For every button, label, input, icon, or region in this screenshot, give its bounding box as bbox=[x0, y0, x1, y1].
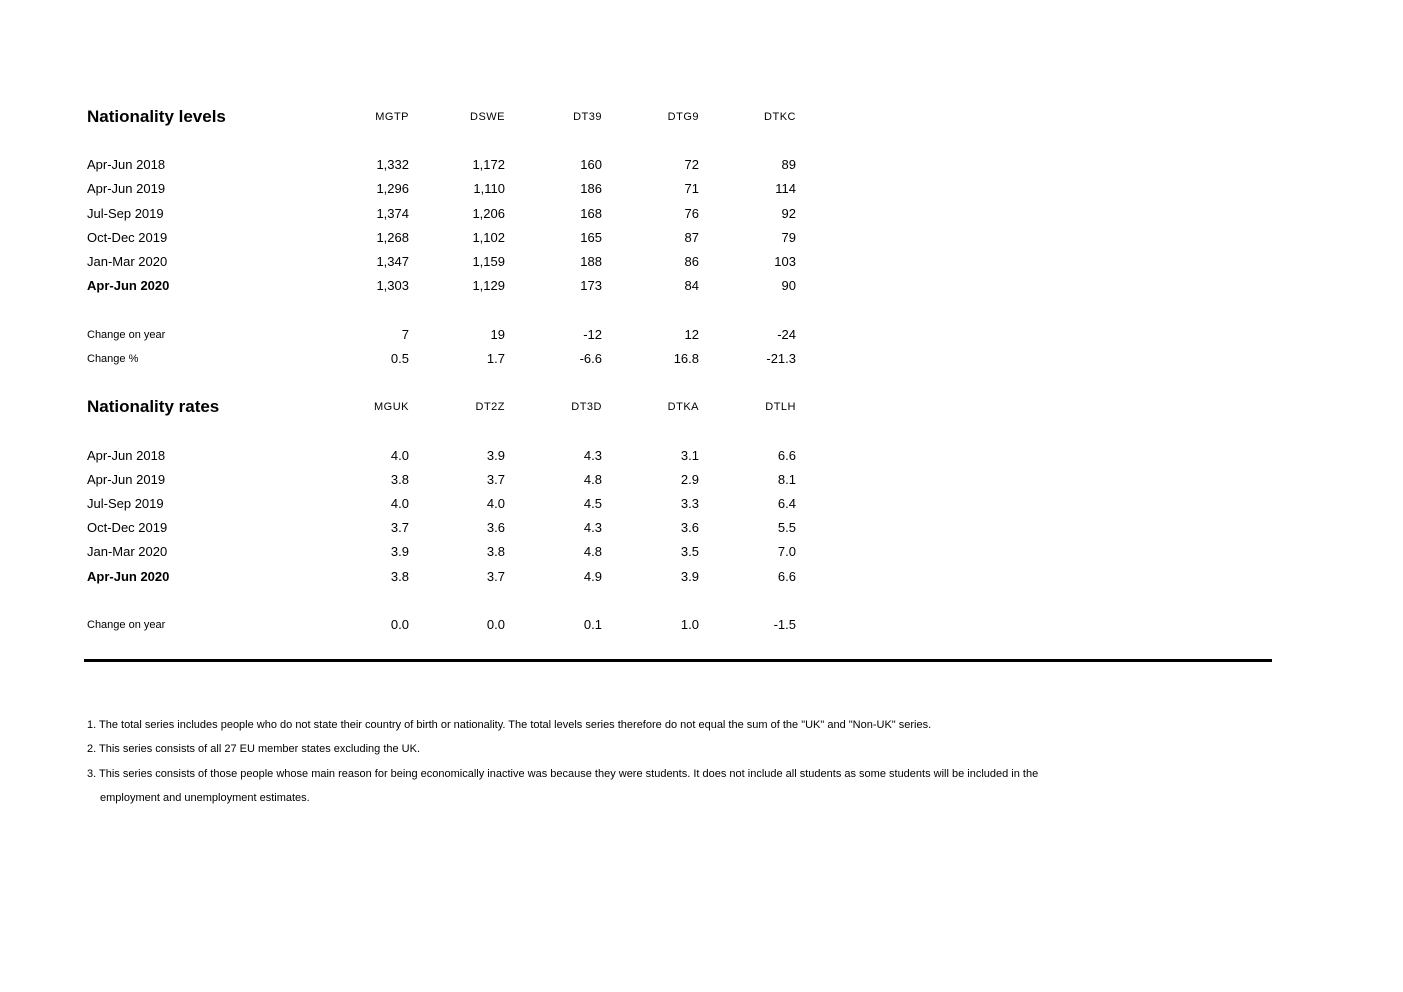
series-code: DT2Z bbox=[475, 401, 505, 413]
table-cell: 3.8 bbox=[390, 472, 409, 487]
series-code: DT39 bbox=[573, 111, 602, 123]
footnote-1: 1. The total series includes people who do not state their country of birth or nationality. The total levels series therefore do not equal the sum of the "UK" and "Non-UK" series. bbox=[87, 719, 932, 731]
table-cell: 173 bbox=[580, 278, 602, 293]
rates-header-row bbox=[87, 397, 807, 417]
table-cell: 1,129 bbox=[472, 278, 505, 293]
table-cell: 3.9 bbox=[390, 544, 409, 559]
table-cell: 0.0 bbox=[390, 617, 409, 632]
table-cell: 3.1 bbox=[680, 448, 699, 463]
series-code: DTKC bbox=[764, 111, 796, 123]
table-cell: 4.3 bbox=[583, 520, 602, 535]
table-cell: 4.8 bbox=[583, 544, 602, 559]
series-code: DSWE bbox=[470, 111, 505, 123]
table-cell: -1.5 bbox=[773, 617, 796, 632]
table-cell: 0.0 bbox=[486, 617, 505, 632]
table-cell: 7.0 bbox=[777, 544, 796, 559]
footnote-3-continued: employment and unemployment estimates. bbox=[100, 792, 310, 804]
table-row bbox=[87, 470, 807, 490]
table-cell: 4.0 bbox=[390, 496, 409, 511]
table-cell: 16.8 bbox=[673, 351, 699, 366]
table-cell: 1,303 bbox=[376, 278, 409, 293]
table-cell: 76 bbox=[684, 206, 699, 221]
table-cell: 6.6 bbox=[777, 448, 796, 463]
row-label: Apr-Jun 2018 bbox=[87, 157, 166, 172]
table-cell: 1,347 bbox=[376, 254, 409, 269]
table-cell: 4.5 bbox=[583, 496, 602, 511]
table-cell: 1,332 bbox=[376, 157, 409, 172]
table-row bbox=[87, 446, 807, 466]
table-cell: 12 bbox=[684, 327, 699, 342]
row-label: Change % bbox=[87, 353, 139, 365]
table-cell: 90 bbox=[781, 278, 796, 293]
table-cell: 3.7 bbox=[486, 472, 505, 487]
table-cell: 92 bbox=[781, 206, 796, 221]
row-label: Change on year bbox=[87, 619, 166, 631]
row-label: Apr-Jun 2019 bbox=[87, 181, 166, 196]
table-cell: 160 bbox=[580, 157, 602, 172]
table-cell: 86 bbox=[684, 254, 699, 269]
series-code: MGTP bbox=[375, 111, 409, 123]
table-row bbox=[87, 179, 807, 199]
table-cell: 3.7 bbox=[486, 569, 505, 584]
table-cell: 1,110 bbox=[473, 181, 505, 196]
table-row-latest bbox=[87, 567, 807, 587]
table-cell: 114 bbox=[775, 181, 796, 196]
row-label: Jul-Sep 2019 bbox=[87, 206, 164, 221]
table-cell: 1,374 bbox=[376, 206, 409, 221]
table-cell: -21.3 bbox=[766, 351, 796, 366]
table-cell: 4.8 bbox=[583, 472, 602, 487]
table-cell: 71 bbox=[684, 181, 699, 196]
table-cell: 3.9 bbox=[680, 569, 699, 584]
table-cell: 5.5 bbox=[777, 520, 796, 535]
table-row-latest bbox=[87, 276, 807, 296]
table-cell: 79 bbox=[781, 230, 796, 245]
table-cell: -6.6 bbox=[579, 351, 602, 366]
table-cell: 72 bbox=[684, 157, 699, 172]
row-label: Apr-Jun 2019 bbox=[87, 472, 166, 487]
table-cell: 4.9 bbox=[583, 569, 602, 584]
table-row bbox=[87, 252, 807, 272]
table-cell: -12 bbox=[583, 327, 602, 342]
row-label: Oct-Dec 2019 bbox=[87, 230, 168, 245]
table-cell: 0.5 bbox=[390, 351, 409, 366]
table-cell: 3.8 bbox=[486, 544, 505, 559]
table-cell: 0.1 bbox=[583, 617, 602, 632]
table-row bbox=[87, 155, 807, 175]
table-cell: 1,159 bbox=[472, 254, 505, 269]
table-cell: 19 bbox=[490, 327, 505, 342]
table-cell: 1,206 bbox=[472, 206, 505, 221]
levels-section-title: Nationality levels bbox=[87, 107, 226, 126]
table-cell: 1.0 bbox=[680, 617, 699, 632]
row-label: Apr-Jun 2020 bbox=[87, 278, 170, 293]
table-cell: 4.3 bbox=[583, 448, 602, 463]
rates-section-title: Nationality rates bbox=[87, 397, 220, 416]
table-cell: 6.4 bbox=[777, 496, 796, 511]
table-cell: 6.6 bbox=[777, 569, 796, 584]
table-cell: 3.6 bbox=[680, 520, 699, 535]
table-cell: 3.7 bbox=[390, 520, 409, 535]
table-cell: 1,268 bbox=[376, 230, 409, 245]
series-code: DT3D bbox=[571, 401, 602, 413]
row-label: Jan-Mar 2020 bbox=[87, 544, 168, 559]
table-cell: 7 bbox=[401, 327, 409, 342]
table-cell: 8.1 bbox=[777, 472, 796, 487]
table-cell: 168 bbox=[580, 206, 602, 221]
table-cell: 188 bbox=[580, 254, 602, 269]
levels-header-row bbox=[87, 107, 807, 127]
table-cell: 4.0 bbox=[390, 448, 409, 463]
table-row bbox=[87, 204, 807, 224]
table-cell: 165 bbox=[580, 230, 602, 245]
table-cell: -24 bbox=[777, 327, 796, 342]
table-cell: 103 bbox=[774, 254, 796, 269]
footnote-3: 3. This series consists of those people whose main reason for being economically inactive was because they were students. It does not include all students as some students will be included in the bbox=[87, 768, 1039, 780]
table-cell: 3.9 bbox=[486, 448, 505, 463]
series-code: MGUK bbox=[374, 401, 409, 413]
row-label: Apr-Jun 2018 bbox=[87, 448, 166, 463]
table-cell: 3.3 bbox=[680, 496, 699, 511]
row-label: Change on year bbox=[87, 329, 166, 341]
table-row bbox=[87, 228, 807, 248]
table-cell: 1,172 bbox=[472, 157, 505, 172]
row-label: Jan-Mar 2020 bbox=[87, 254, 168, 269]
table-cell: 3.8 bbox=[390, 569, 409, 584]
table-row bbox=[87, 494, 807, 514]
table-cell: 2.9 bbox=[680, 472, 699, 487]
table-cell: 1,296 bbox=[376, 181, 409, 196]
footnote-2: 2. This series consists of all 27 EU member states excluding the UK. bbox=[87, 743, 420, 755]
table-cell: 4.0 bbox=[486, 496, 505, 511]
row-label: Jul-Sep 2019 bbox=[87, 496, 164, 511]
change-on-year-row bbox=[87, 325, 807, 345]
table-row bbox=[87, 542, 807, 562]
row-label: Oct-Dec 2019 bbox=[87, 520, 168, 535]
table-cell: 3.5 bbox=[680, 544, 699, 559]
table-cell: 1.7 bbox=[486, 351, 505, 366]
table-row bbox=[87, 518, 807, 538]
series-code: DTKA bbox=[667, 401, 699, 413]
change-on-year-row bbox=[87, 615, 807, 635]
table-cell: 89 bbox=[781, 157, 796, 172]
table-bottom-rule bbox=[84, 659, 1272, 662]
table-cell: 84 bbox=[684, 278, 699, 293]
row-label: Apr-Jun 2020 bbox=[87, 569, 170, 584]
table-cell: 186 bbox=[580, 181, 602, 196]
series-code: DTLH bbox=[765, 401, 796, 413]
change-percent-row bbox=[87, 349, 807, 369]
series-code: DTG9 bbox=[667, 111, 699, 123]
table-cell: 87 bbox=[684, 230, 699, 245]
table-cell: 3.6 bbox=[486, 520, 505, 535]
table-cell: 1,102 bbox=[472, 230, 505, 245]
